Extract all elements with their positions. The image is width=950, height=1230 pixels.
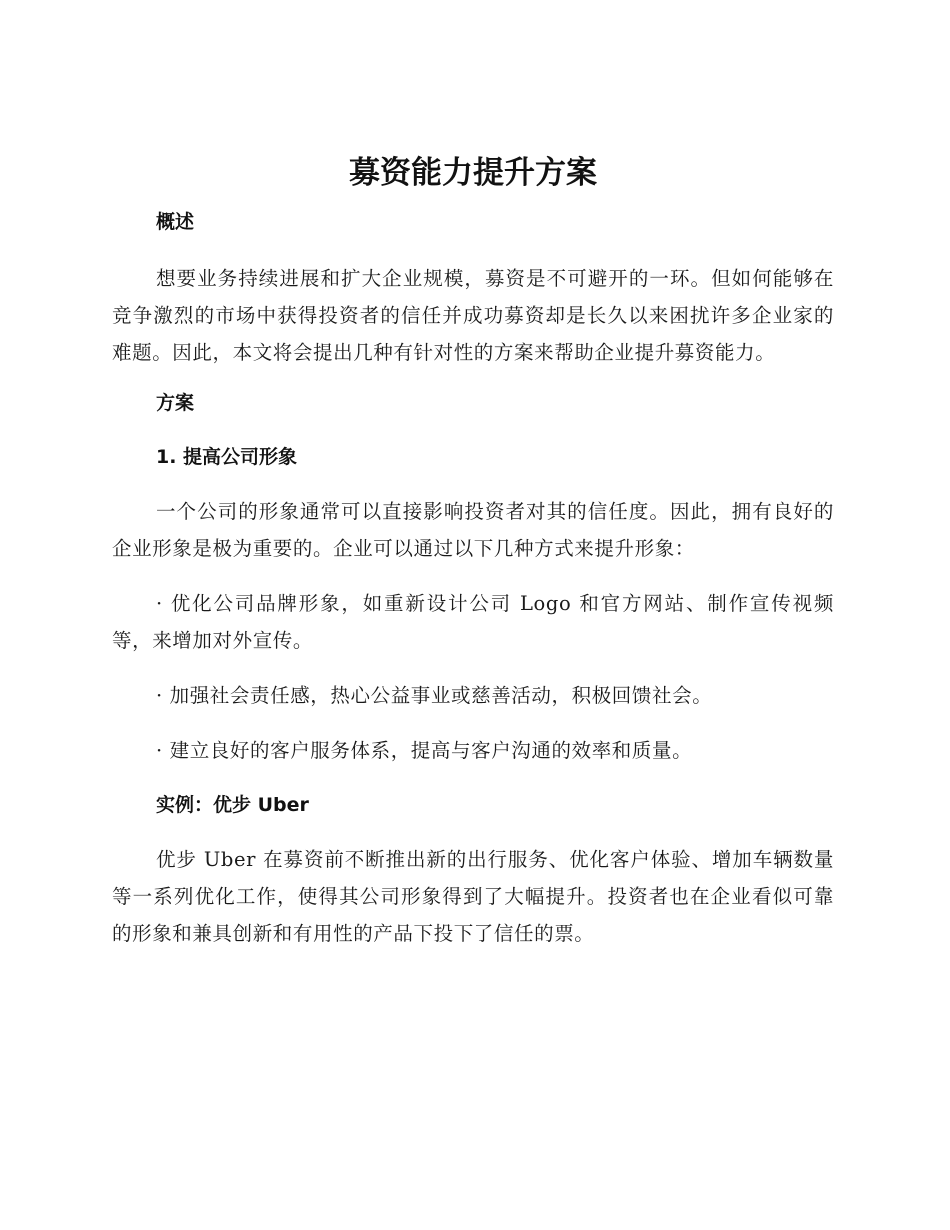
bullet-item-customer-service: · 建立良好的客户服务体系，提高与客户沟通的效率和质量。 (156, 739, 693, 762)
example-paragraph: 优步 Uber 在募资前不断推出新的出行服务、优化客户体验、增加车辆数量等一系列优化工作，使得其公司形象得到了大幅提升。投资者也在企业看似可靠的形象和兼具创新和有用性的产品下投下了信任的票。 (112, 848, 834, 945)
overview-paragraph: 想要业务持续进展和扩大企业规模，募资是不可避开的一环。但如何能够在竞争激烈的市场中获得投资者的信任并成功募资却是长久以来困扰许多企业家的难题。因此，本文将会提出几种有针对性的方案来帮助企业提升募资能力。 (112, 267, 834, 364)
bullet-item-social-responsibility: · 加强社会责任感，热心公益事业或慈善活动，积极回馈社会。 (156, 684, 713, 707)
item1-heading: 1. 提高公司形象 (156, 446, 298, 468)
example-heading: 实例：优步 Uber (156, 794, 309, 816)
overview-heading: 概述 (156, 211, 195, 233)
document-body (112, 148, 834, 952)
document-title: 募资能力提升方案 (349, 155, 597, 191)
item1-paragraph: 一个公司的形象通常可以直接影响投资者对其的信任度。因此，拥有良好的企业形象是极为重要的。企业可以通过以下几种方式来提升形象： (112, 500, 834, 560)
plan-heading: 方案 (156, 392, 195, 414)
bullet-item-brand: · 优化公司品牌形象，如重新设计公司 Logo 和官方网站、制作宣传视频等，来增加对外宣传。 (112, 592, 834, 652)
